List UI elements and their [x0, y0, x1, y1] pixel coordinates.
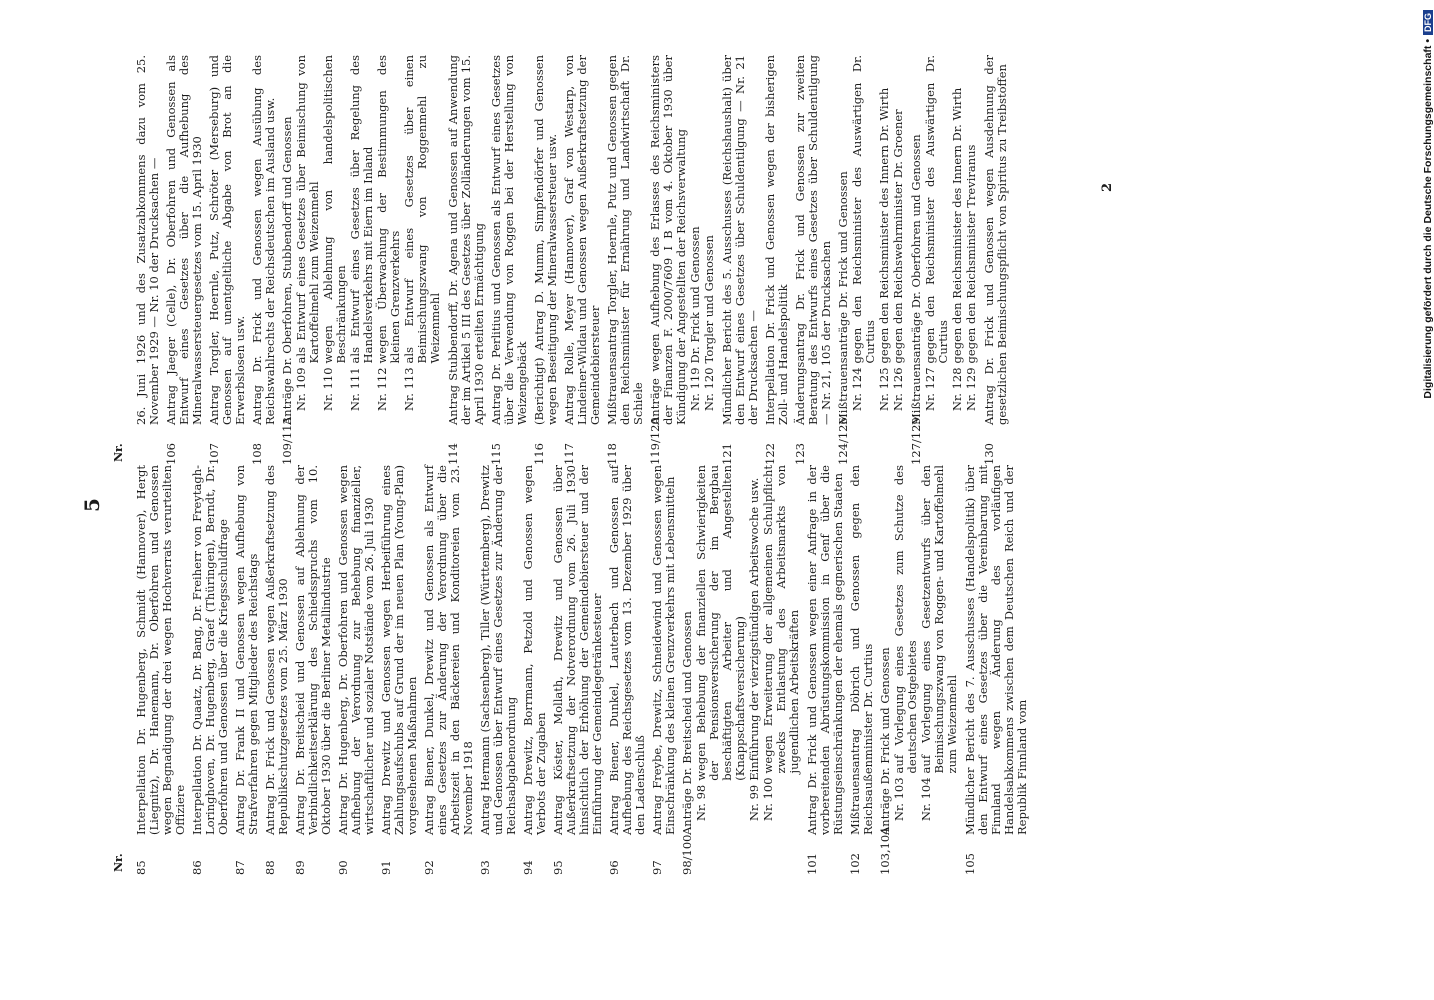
sub-entry-number: Nr. 113: [402, 367, 416, 411]
entry-text: Antrag Dr. Perlitius und Genossen als Entwurf eines Gesetzes über die Verwendung von Roggen bei der Herstellung von Weizengebäck: [489, 55, 529, 425]
entry-number: 109/113: [280, 417, 294, 465]
entry: [479, 465, 518, 875]
entry-number: 88: [263, 860, 277, 875]
sub-entry: [878, 55, 891, 411]
entry-number: 124/126: [836, 417, 850, 465]
sub-entry: [924, 55, 950, 411]
entry: [380, 465, 419, 875]
entry-text: Interpellation Dr. Hugenberg, Schmidt (Hannover), Hergt (Liegnitz), Dr. Hanemann, Dr. Oberfohren und Genossen wegen Begnadigung der drei wegen Hochverrats verurteilten Offiziere: [134, 465, 187, 835]
sub-entry: [376, 55, 402, 411]
sub-entry-text: gegen den Reichsminister des Auswärtigen Dr. Curtius: [850, 55, 877, 364]
entry: [794, 55, 833, 465]
entry-text: Mißtrauensanträge Dr. Frick und Genossen: [836, 171, 850, 425]
entry-number: 96: [607, 860, 621, 875]
entry-number: 118: [605, 443, 619, 465]
sub-entry-text: gegen den Reichsminister Treviranus: [964, 144, 978, 364]
entry-number: 102: [848, 853, 862, 875]
entry: [135, 465, 187, 875]
entry-text: Antrag Dr. Frick und Genossen wegen Außerkraftsetzung des Republikschutzgesetzes vom 25. März 1930: [263, 465, 290, 835]
entry-number: 106: [164, 443, 178, 465]
entry: [608, 465, 647, 875]
sub-entry: [951, 55, 964, 411]
sub-entry-number: Nr. 129: [964, 367, 978, 411]
entry-number: 103,104: [878, 827, 892, 875]
entry-text: Antrag Torgler, Hoernle, Putz, Schröter (Merseburg) und Genossen auf unentgeltliche Abgabe von Brot an die Erwerbslosen usw.: [207, 55, 247, 425]
sub-entry-number: Nr. 124: [850, 367, 864, 411]
sub-entry-text: Einführung der vierzigstündigen Arbeitswoche usw.: [747, 477, 761, 781]
entry-text: 26. Juni 1926 und des Zusatzabkommens dazu vom 25. November 1929 — Nr. 10 der Drucksachen —: [134, 55, 161, 425]
sub-entry-text: gegen den Reichswehrminister Dr. Groener: [891, 109, 905, 364]
entry: [135, 55, 161, 465]
entry-number: 105: [963, 853, 977, 875]
sub-entry-number: Nr. 112: [375, 367, 389, 411]
entry-number: 97: [650, 860, 664, 875]
entry-number: 127/129: [909, 417, 923, 465]
entry-text: Anträge Dr. Breitscheid und Genossen: [680, 611, 694, 835]
entry-number: 122: [763, 443, 777, 465]
entry: [849, 465, 875, 875]
entry-text: Änderungsantrag Dr. Frick und Genossen zur zweiten Beratung des Entwurfs eines Gesetzes über Schuldentilgung — Nr. 21, 105 der Drucksachen: [793, 55, 833, 425]
entry-text: Antrag Drewitz und Genossen wegen Herbeiführung eines Zahlungsaufschubs auf Grund der im neuen Plan (Young-Plan) vorgesehenen Maßnahmen: [379, 465, 419, 835]
sub-entry-number: Nr. 98: [694, 784, 708, 821]
entry: [423, 465, 475, 875]
sub-entry-text: wegen Behebung der finanziellen Schwierigkeiten der Pensionsversicherung der im Bergbau beschäftigten Arbeiter und Angestellten (Knappschaftsversicherung): [694, 465, 747, 781]
notice-text: Digitalisierung gefördert durch die Deutsche Forschungsgemeinschaft •: [1422, 39, 1434, 399]
entry-number: 121: [720, 443, 734, 465]
entry-text: Antrag Hermann (Sachsenberg), Tiller (Württemberg), Drewitz und Genossen über Entwurf eines Gesetzes zur Änderung der Reichsabgabenordnung: [478, 465, 518, 835]
entry-number: 87: [233, 860, 247, 875]
entry-text: Antrag Drewitz, Borrmann, Petzold und Genossen wegen Verbots der Zugaben: [521, 465, 548, 835]
entry-number: 114: [446, 443, 460, 465]
entry-text: Antrag Dr. Frick und Genossen wegen Ausdehnung der gesetzlichen Beimischungspflicht von Spiritus zu Treibstoffen: [982, 55, 1009, 425]
entry: [806, 465, 845, 875]
entry-text: Antrag Dr. Breitscheid und Genossen auf Ablehnung der Verbindlichkeitserklärung des Schiedsspruchs vom 10. Oktober 1930 über die Berliner Metallindustrie: [293, 465, 333, 835]
entry-text: Antrag Biener, Dunkel, Lauterbach und Genossen auf Aufhebung des Reichsgesetzes vom 13. Dezember 1929 über den Ladenschluß: [607, 465, 647, 835]
entry: [721, 55, 760, 465]
entry-text: Antrag Dr. Frick und Genossen wegen einer Anfrage in der vorbereitenden Abrüstungskommission in Genf über die Rüstungseinschränkungen der ehemals gegnerischen Staaten: [805, 465, 845, 835]
sub-entry-text: als Entwurf eines Gesetzes über Beimischung von Kartoffelmehl zum Weizenmehl: [294, 55, 321, 364]
sub-entry-text: Torgler und Genossen: [702, 235, 716, 364]
sub-entry: [695, 465, 747, 821]
entry-text: Mißtrauensanträge Dr. Oberfohren und Genossen: [909, 134, 923, 425]
entry-text: Antrag Stubbendorff, Dr. Agena und Genossen auf Anwendung der im Artikel 5 III des Gesetzes über Zolländerungen vom 15. April 1930 erteilten Ermächtigung: [446, 55, 486, 425]
right-column: [135, 55, 1013, 465]
sub-entry-text: wegen Erweiterung der allgemeinen Schulpflicht zwecks Entlastung des Arbeitsmarkts von jugendlichen Arbeitskräften: [761, 465, 801, 774]
entry-number: 123: [793, 443, 807, 465]
entry: [983, 55, 1009, 465]
entry: [337, 465, 376, 875]
entry: [447, 55, 486, 465]
entry-number: 115: [489, 443, 503, 465]
entry-number: 116: [532, 443, 546, 465]
entry: [606, 55, 645, 465]
sub-entry-number: Nr. 111: [348, 367, 362, 411]
entry-number: 89: [293, 860, 307, 875]
entry-text: Interpellation Dr. Frick und Genossen wegen der bisherigen Zoll- und Handelspolitik: [763, 55, 790, 425]
sub-entry-number: Nr. 100: [761, 777, 775, 821]
sub-entry-number: Nr. 120: [702, 367, 716, 411]
entry-text: Antrag Dr. Frank II und Genossen wegen Aufhebung von Strafverfahren gegen Mitglieder des Reichstags: [233, 465, 260, 835]
entry-number: 108: [250, 443, 264, 465]
entry: [964, 465, 1029, 875]
sub-entry: [403, 55, 442, 411]
sub-entry-number: Nr. 127: [923, 367, 937, 411]
entry-text: Anträge wegen Aufhebung des Erlasses des Reichsministers der Finanzen F. 2000/7609 I B vom 4. Oktober 1930 über Kündigung der Angestellten der Reichsverwaltung: [648, 55, 688, 425]
entry-number: 90: [336, 860, 350, 875]
sub-entry: [920, 465, 959, 821]
entry-text: Antrag Dr. Frick und Genossen wegen Ausübung des Reichswahlrechts der Reichsdeutschen im Ausland usw.: [250, 55, 277, 425]
entry-text: Mißtrauensantrag Döbrich und Genossen gegen den Reichsaußenminister Dr. Curtius: [848, 465, 875, 835]
sub-entry-number: Nr. 104: [919, 777, 933, 821]
left-column-header: Nr.: [112, 853, 125, 872]
entry-text: Antrag Rolle, Meyer (Hannover), Graf von Westarp, von Lindeiner-Wildau und Genossen wegen Außerkraftsetzung der Gemeindebiersteuer: [562, 55, 602, 425]
sub-entry: [689, 55, 702, 411]
sub-entry: [892, 55, 905, 411]
entry-text: Mißtrauensantrag Torgler, Hoernle, Putz und Genossen gegen den Reichsminister für Ernährung und Landwirtschaft Dr. Schiele: [605, 55, 645, 425]
sub-entry-text: gegen den Reichsminister des Innern Dr. Wirth: [877, 87, 891, 364]
sub-entry-text: auf Vorlegung eines Gesetzentwurfs über den Beimischungszwang von Roggen- und Kartoffelmehl zum Weizenmehl: [919, 465, 959, 774]
sub-entry-number: Nr. 110: [321, 367, 335, 411]
sub-entry-text: als Entwurf eines Gesetzes über Regelung des Handelsverkehrs mit Eiern im Inland: [348, 55, 375, 364]
sub-entry-text: gegen den Reichsminister des Innern Dr. Wirth: [950, 87, 964, 364]
footer-number: 2: [1100, 182, 1115, 192]
entry-text: Antrag Köster, Mollath, Drewitz und Genossen über Außerkraftsetzung der Notverordnung vom 26. Juli 1930 hinsichtlich der Erhöhung der Gemeindebiersteuer und der Einführung der Gemeindegetränkesteuer: [551, 465, 604, 835]
entry: [649, 55, 717, 465]
sub-entry-text: wegen Überwachung der Bestimmungen des kleinen Grenzverkehrs: [375, 55, 402, 364]
page-number: 5: [80, 498, 104, 512]
sub-entry: [893, 465, 919, 821]
entry-number: 98/100: [680, 834, 694, 875]
entry-number: 92: [422, 860, 436, 875]
entry: [681, 465, 802, 875]
sub-entry-number: Nr. 109: [294, 367, 308, 411]
entry-number: 101: [805, 853, 819, 875]
sub-entry-text: Dr. Frick und Genossen: [688, 226, 702, 364]
sub-entry-number: Nr. 128: [950, 367, 964, 411]
sub-entry: [703, 55, 716, 411]
entry-text: Antrag Jaeger (Celle), Dr. Oberfohren und Genossen als Entwurf eines Gesetzes über die Aufhebung des Mineralwassersteuergesetzes vom 15. April 1930: [164, 55, 204, 425]
entry: [234, 465, 260, 875]
entry: [294, 465, 333, 875]
sub-entry: [349, 55, 375, 411]
entry: [281, 55, 443, 465]
entry-text: Mündlicher Bericht des 5. Ausschusses (Reichshaushalt) über den Entwurf eines Gesetzes über Schuldentilgung — Nr. 21 der Drucksachen —: [720, 55, 760, 425]
sub-entry-text: als Entwurf eines Gesetzes über einen Beimischungszwang von Roggenmehl zu Weizenmehl: [402, 55, 442, 364]
right-column-header: Nr.: [112, 443, 125, 462]
entry: [251, 55, 277, 465]
entry: [264, 465, 290, 875]
entry: [552, 465, 604, 875]
entry-number: 119/120: [648, 417, 662, 465]
entry: [879, 465, 960, 875]
sub-entry-number: Nr. 103: [892, 777, 906, 821]
entry-text: Antrag Freybe, Drewitz, Schneidewind und Genossen wegen Einschränkung des kleinen Grenzverkehrs mit Lebensmitteln: [650, 465, 677, 835]
entry-text: Anträge Dr. Frick und Genossen: [878, 647, 892, 835]
sub-entry: [965, 55, 978, 411]
entry-text: (Berichtigt) Antrag D. Mumm, Simpfendörfer und Genossen wegen Beseitigung der Mineralwassersteuer usw.: [532, 55, 559, 425]
entry-text: Antrag Dr. Hugenberg, Dr. Oberfohren und Genossen wegen Aufhebung der Verordnung zur Behebung finanzieller, wirtschaftlicher und sozialer Notstände vom 26. Juli 1930: [336, 465, 376, 835]
entry: [522, 465, 548, 875]
entry-number: 117: [562, 443, 576, 465]
entry-text: Anträge Dr. Oberfohren, Stubbendorff und Genossen: [280, 116, 294, 425]
sub-entry-number: Nr. 119: [688, 367, 702, 411]
dfg-logo: DFG: [1423, 10, 1433, 35]
entry: [764, 55, 790, 465]
entry: [910, 55, 979, 465]
digitization-notice: [1421, 10, 1434, 990]
sub-entry-text: gegen den Reichsminister des Auswärtigen Dr. Curtius: [923, 55, 950, 364]
sub-entry: [762, 465, 801, 821]
entry: [191, 465, 230, 875]
entry: [563, 55, 602, 465]
entry-text: Antrag Biener, Dunkel, Drewitz und Genossen als Entwurf eines Gesetzes zur Änderung der Verordnung über die Arbeitszeit in den Bäckereien und Konditoreien vom 23. November 1918: [422, 465, 475, 835]
entry: [651, 465, 677, 875]
entry-number: 94: [521, 860, 535, 875]
entry-text: Mündlicher Bericht des 7. Ausschusses (Handelspolitik) über den Entwurf eines Gesetzes über die Vereinbarung mit Finnland wegen Änderung des vorläufigen Handelsabkommens zwischen dem Deutschen Reich und der Republik Finnland vom: [963, 465, 1029, 835]
entry-number: 107: [207, 443, 221, 465]
sub-entry-number: Nr. 126: [891, 367, 905, 411]
entry: [837, 55, 906, 465]
entry-number: 130: [982, 443, 996, 465]
sub-entry-text: wegen Ablehnung von handelspolitischen Beschränkungen: [321, 55, 348, 364]
sub-entry-number: Nr. 125: [877, 367, 891, 411]
entry-number: 95: [551, 860, 565, 875]
entry-number: 86: [190, 860, 204, 875]
entry: [208, 55, 247, 465]
entry-number: 91: [379, 860, 393, 875]
entry: [165, 55, 204, 465]
sub-entry: [748, 465, 761, 821]
sub-entry: [851, 55, 877, 411]
sub-entry-text: auf Vorlegung eines Gesetzes zum Schutze des deutschen Ostgebietes: [892, 465, 919, 774]
entry: [490, 55, 529, 465]
entry: [533, 55, 559, 465]
sub-entry: [295, 55, 321, 411]
sub-entry-number: Nr. 99: [747, 784, 761, 821]
entry-number: 85: [134, 860, 148, 875]
entry-text: Interpellation Dr. Quaatz, Dr. Bang, Dr. Freiherr von Freytagh-Loringhoven, Dr. Hugenberg, Graef (Thüringen), Berndt, Dr. Oberfohren und Genossen über die Kriegsschuldfrage: [190, 465, 230, 835]
entry-number: [135, 425, 161, 465]
left-column: [135, 465, 1033, 875]
sub-entry: [322, 55, 348, 411]
entry-number: 93: [478, 860, 492, 875]
